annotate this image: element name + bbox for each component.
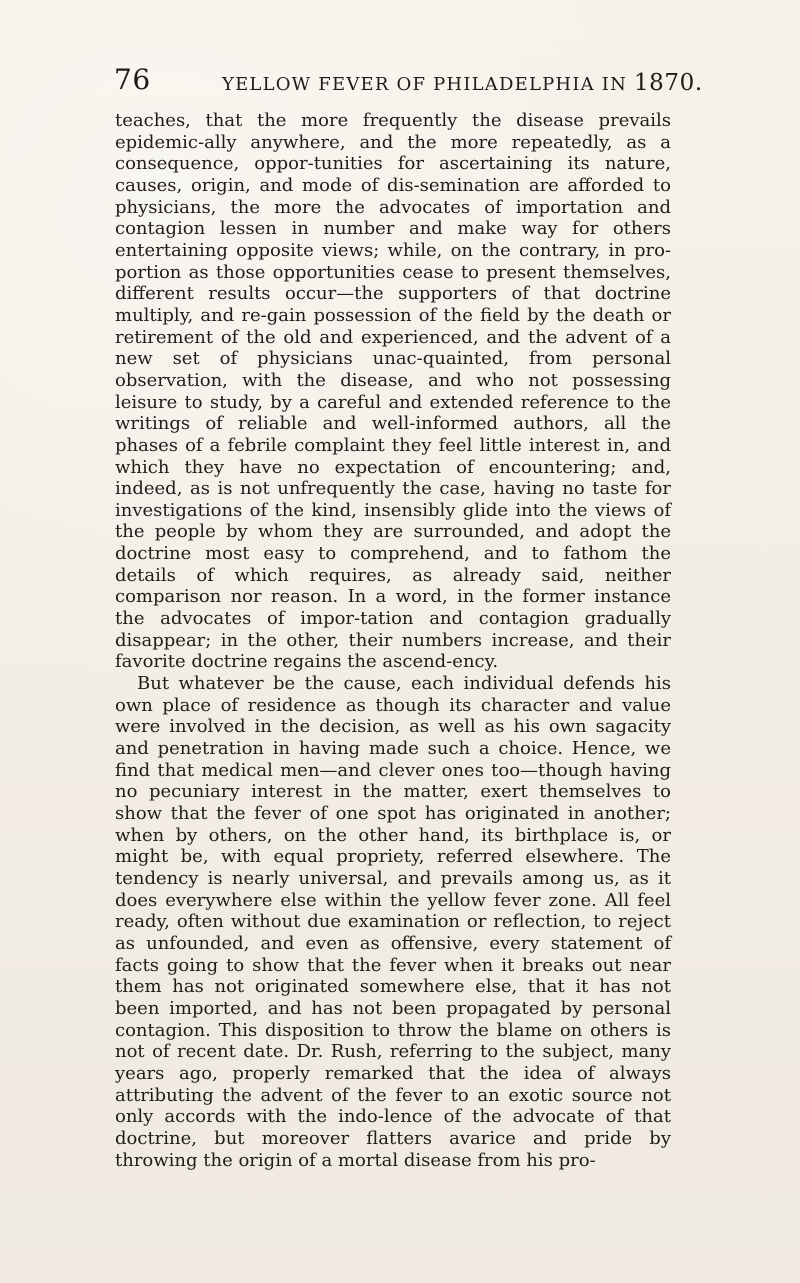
running-head	[222, 72, 703, 96]
paragraph-2: But whatever be the cause, each individual defends his own place of residence as though its character and value were involved in the decision, as well as his own sagacity and penetration in having made such a choice. Hence, we find that medical men—and clever ones too—though having no pecuniary interest in the matter, exert themselves to show that the fever of one spot has originated in another; when by others, on the other hand, its birthplace is, or might be, with equal propriety, referred elsewhere. The tendency is nearly universal, and prevails among us, as it does everywhere else within the yellow fever zone. All feel ready, often without due examination or reflection, to reject as unfounded, and even as offensive, every statement of facts going to show that the fever when it breaks out near them has not originated somewhere else, that it has not been imported, and has not been propagated by personal contagion. This disposition to throw the blame on others is not of recent date. Dr. Rush, referring to the subject, many years ago, properly remarked that the idea of always attributing the advent of the fever to an exotic source not only accords with the indo-lence of the advocate of that doctrine, but moreover flatters avarice and pride by throwing the origin of a mortal disease from his pro-	[115, 673, 671, 1171]
running-head-title: YELLOW FEVER OF PHILADELPHIA IN	[222, 74, 628, 95]
page-number: 76	[114, 63, 151, 96]
body-text	[115, 110, 671, 1171]
page-header	[0, 63, 800, 108]
paragraph-1: teaches, that the more frequently the disease prevails epidemic-ally anywhere, and the more repeatedly, as a consequence, oppor-tunities for ascertaining its nature, causes, origin, and mode of dis-semination are afforded to physicians, the more the advocates of importation and contagion lessen in number and make way for others entertaining opposite views; while, on the contrary, in pro-portion as those opportunities cease to present themselves, different results occur—the supporters of that doctrine multiply, and re-gain possession of the field by the death or retirement of the old and experienced, and the advent of a new set of physicians unac-quainted, from personal observation, with the disease, and who not possessing leisure to study, by a careful and extended reference to the writings of reliable and well-informed authors, all the phases of a febrile complaint they feel little interest in, and which they have no expectation of encountering; and, indeed, as is not unfrequently the case, having no taste for investigations of the kind, insensibly glide into the views of the people by whom they are surrounded, and adopt the doctrine most easy to comprehend, and to fathom the details of which requires, as already said, neither comparison nor reason. In a word, in the former instance the advocates of impor-tation and contagion gradually disappear; in the other, their numbers increase, and their favorite doctrine regains the ascend-ency.	[115, 110, 671, 673]
running-head-year: 1870.	[633, 70, 703, 96]
